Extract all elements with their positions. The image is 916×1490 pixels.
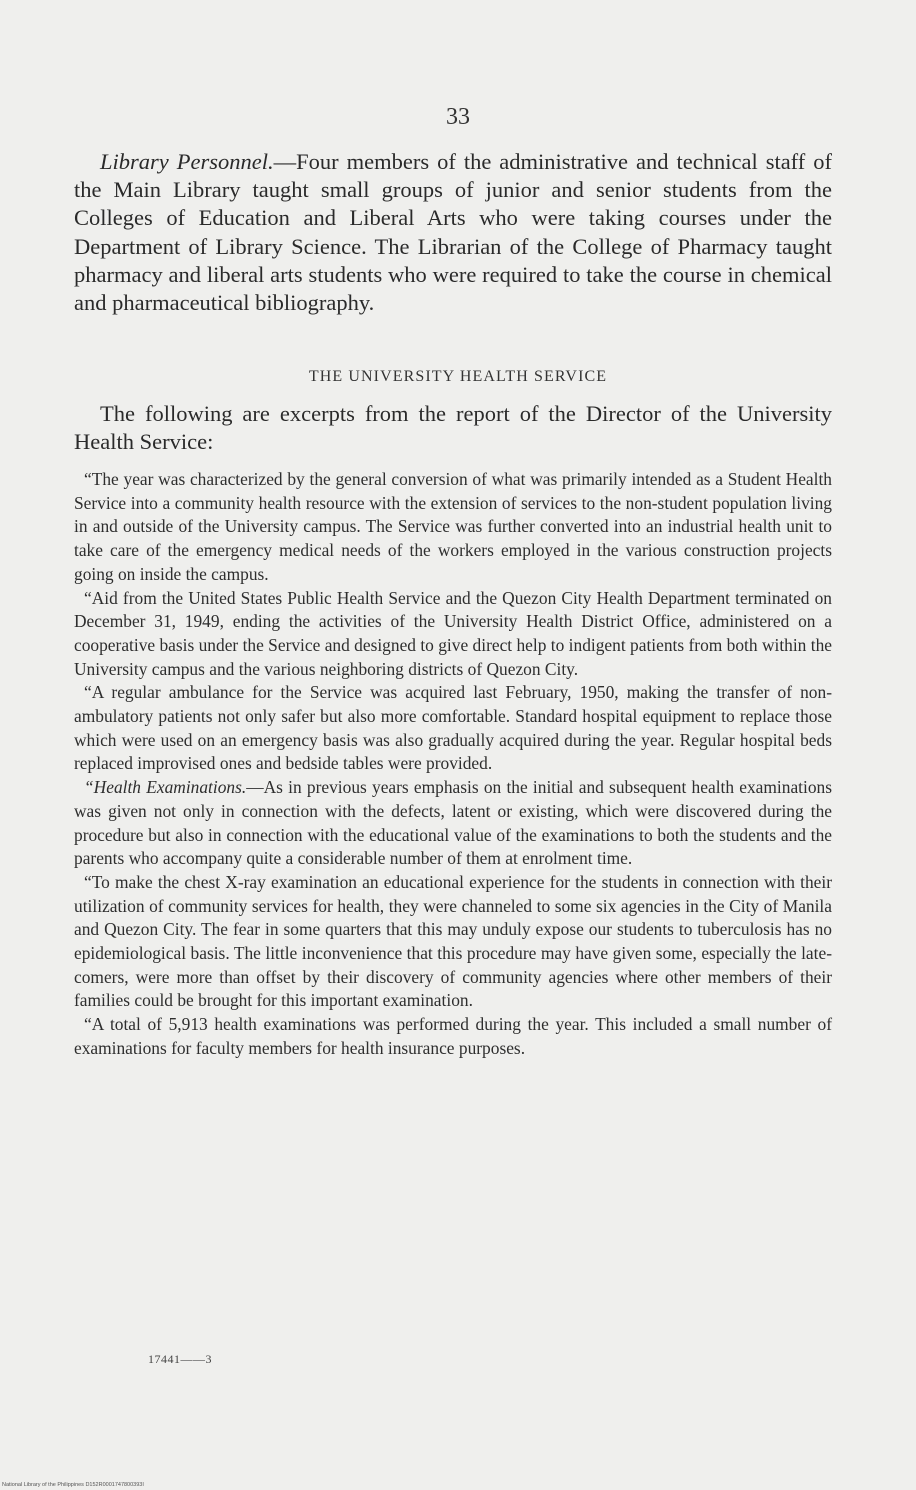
paragraph-text: “Aid from the United States Public Health Service and the Quezon City Health Department terminated on December 31, 1949, ending the activities of the University Health District Office, administered on a cooperative basis under the Service and designed to give direct help to indigent patients from both within the University campus and the various neighboring districts of Quezon City. <box>74 587 832 679</box>
excerpts-section <box>74 468 832 1061</box>
intro-paragraph: The following are excerpts from the report of the Director of the University Health Service: <box>74 401 832 455</box>
intro-section <box>74 400 832 456</box>
paragraph-text: “A total of 5,913 health examinations was performed during the year. This included a small number of examinations for faculty members for health insurance purposes. <box>74 1014 832 1058</box>
library-personnel-paragraph <box>74 148 832 317</box>
paragraph-text: “The year was characterized by the general conversion of what was primarily intended as a Student Health Service into a community health resource with the extension of services to the non-student population living in and outside of the University campus. The Service was further converted into an industrial health unit to take care of the emergency medical needs of the workers employed in the various construction projects going on inside the campus. <box>74 469 832 584</box>
paragraph-lead-italic: Library Personnel. <box>100 149 274 174</box>
excerpt-paragraph <box>74 681 832 776</box>
paragraph-text: “A regular ambulance for the Service was acquired last February, 1950, making the transfer of non-ambulatory patients not only safer but also more comfortable. Standard hospital equipment to replace those which were used on an emergency basis was also gradually acquired during the year. Regular hospital beds replaced improvised ones and bedside tables were provided. <box>74 682 832 774</box>
paragraph-text: —As in previous years emphasis on the initial and subsequent health examinations was given not only in connection with the defects, latent or existing, which were discovered during the procedure but also in connection with the educational value of the examinations to both the students and the parents who accompany quite a considerable number of them at enrolment time. <box>74 777 832 869</box>
excerpt-paragraph <box>74 1013 832 1060</box>
excerpt-paragraph <box>74 468 832 587</box>
library-personnel-section <box>74 148 832 317</box>
page-number: 33 <box>446 104 470 130</box>
paragraph-lead-italic: “Health Examinations. <box>84 777 247 798</box>
excerpt-paragraph <box>74 587 832 682</box>
section-heading: THE UNIVERSITY HEALTH SERVICE <box>308 368 608 385</box>
excerpt-paragraph <box>74 776 832 871</box>
signature-mark: 17441——3 <box>148 1352 212 1366</box>
paragraph-text: —Four members of the administrative and technical staff of the Main Library taught small groups of junior and senior students from the Colleges of Education and Liberal Arts who were taking courses under the Department of Library Science. The Librarian of the College of Pharmacy taught pharmacy and liberal arts students who were required to take the course in chemical and pharmaceutical bibliography. <box>74 149 832 316</box>
excerpt-paragraph <box>74 871 832 1013</box>
paragraph-text: “To make the chest X-ray examination an educational experience for the students in connection with their utilization of community services for health, they were channeled to some six agencies in the City of Manila and Quezon City. The fear in some quarters that this may unduly expose our students to tuberculosis has no epidemiological basis. The little inconvenience that this procedure may have given some, especially the late-comers, were more than offset by their discovery of community agencies where other members of their families could be brought for this important examination. <box>74 871 832 1011</box>
footer-credit: National Library of the Philippines D152R0001747800393I <box>2 1482 144 1488</box>
